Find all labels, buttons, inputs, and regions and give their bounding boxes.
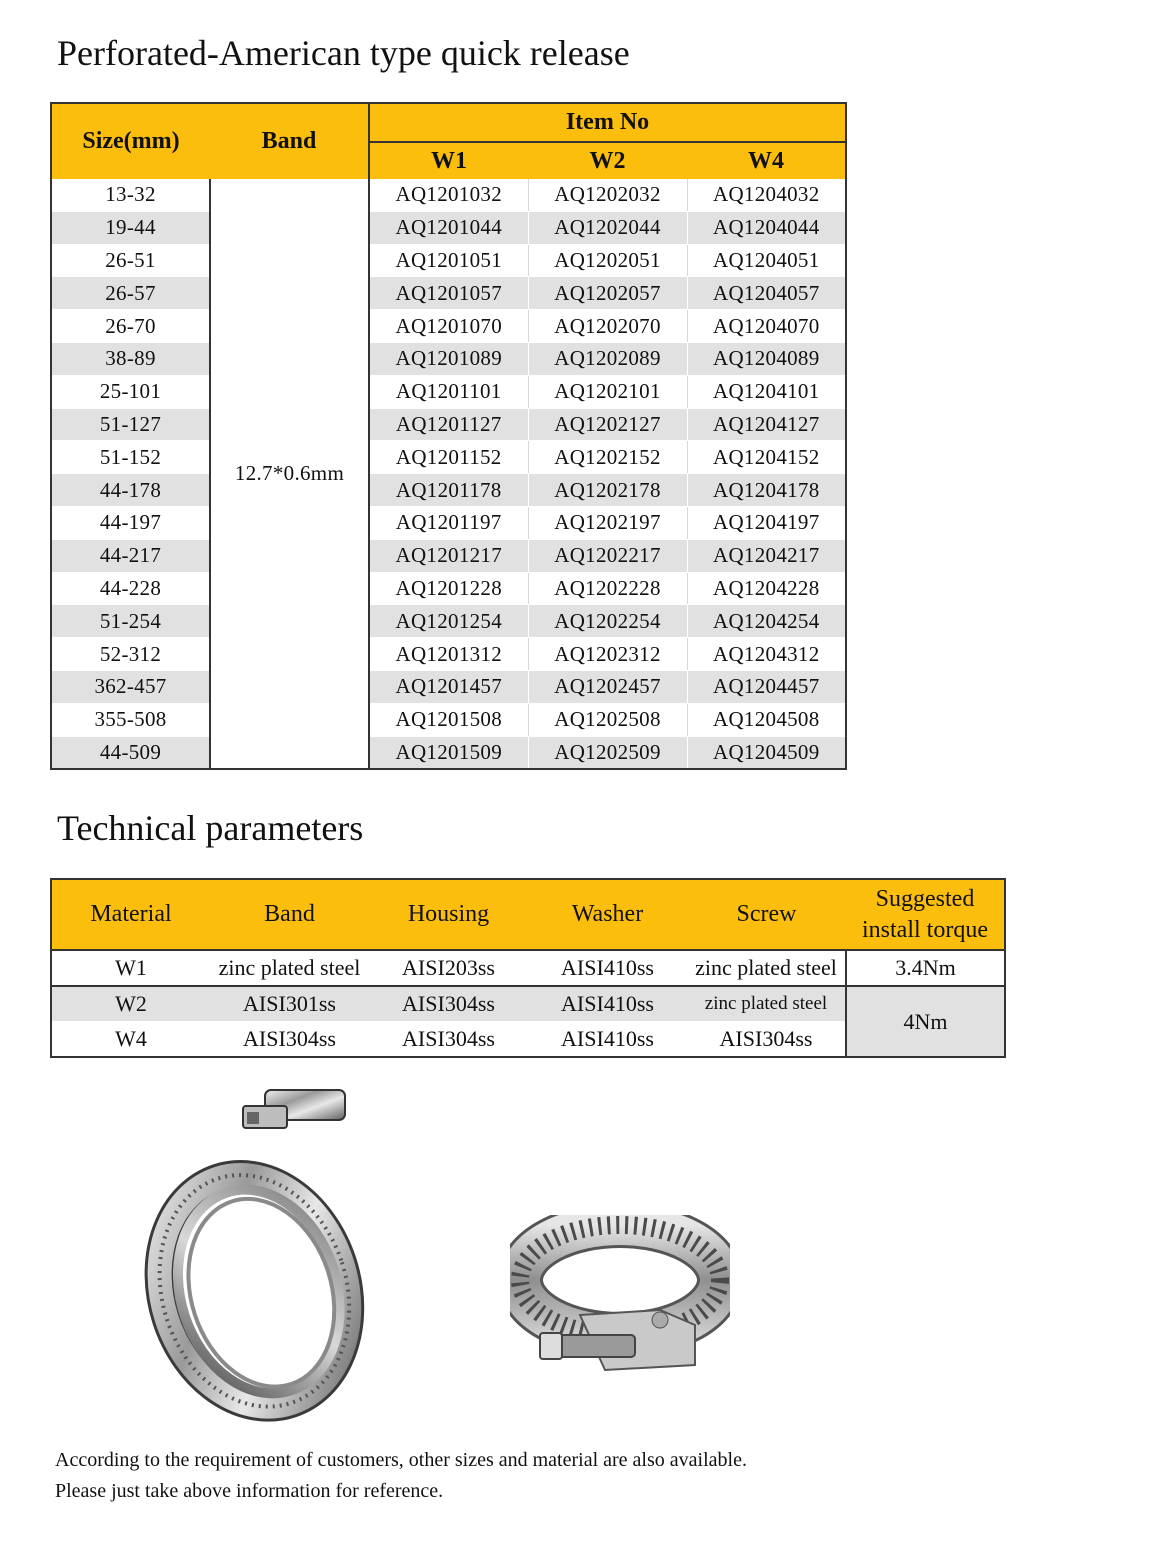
- cell-size: 25-101: [51, 375, 210, 408]
- cell-w2: AQ1202217: [528, 539, 687, 572]
- table-row: [51, 441, 846, 474]
- cell-size: 51-152: [51, 441, 210, 474]
- cell-w4: AQ1204178: [687, 474, 846, 507]
- cell-w1: AQ1201070: [369, 310, 528, 343]
- cell-size: 362-457: [51, 670, 210, 703]
- cell-w2: AQ1202070: [528, 310, 687, 343]
- cell-w4: AQ1204057: [687, 277, 846, 310]
- cell-housing: AISI304ss: [402, 1026, 495, 1051]
- cell-w4: AQ1204228: [687, 572, 846, 605]
- cell-washer: AISI410ss: [528, 950, 687, 986]
- header-torque-line1: Suggested: [875, 885, 975, 912]
- table-row: [51, 375, 846, 408]
- cell-material: W2: [51, 986, 210, 1022]
- header-housing: Housing: [369, 879, 528, 950]
- table-row: [51, 310, 846, 343]
- cell-w2: AQ1202178: [528, 474, 687, 507]
- cell-w2: AQ1202509: [528, 736, 687, 769]
- table-row: [51, 277, 846, 310]
- cell-w2: AQ1202127: [528, 408, 687, 441]
- cell-w4: AQ1204051: [687, 244, 846, 277]
- table-row: [51, 179, 846, 211]
- cell-w4: AQ1204044: [687, 211, 846, 244]
- cell-size: 44-228: [51, 572, 210, 605]
- cell-housing: AISI304ss: [369, 986, 528, 1022]
- cell-w2: AQ1202228: [528, 572, 687, 605]
- cell-w4: AQ1204152: [687, 441, 846, 474]
- cell-size: 26-51: [51, 244, 210, 277]
- cell-w1: AQ1201152: [369, 441, 528, 474]
- header-material: Material: [51, 879, 210, 950]
- header-size: Size(mm): [51, 103, 210, 179]
- cell-w4: AQ1204089: [687, 342, 846, 375]
- cell-w2: AQ1202254: [528, 605, 687, 638]
- cell-w1: AQ1201057: [369, 277, 528, 310]
- cell-size: 52-312: [51, 638, 210, 671]
- cell-w1: AQ1201089: [369, 342, 528, 375]
- cell-w4: AQ1204127: [687, 408, 846, 441]
- table-row: [51, 408, 846, 441]
- table-row: [51, 638, 846, 671]
- table-row: [51, 670, 846, 703]
- header-screw: Screw: [687, 879, 846, 950]
- cell-w2: AQ1202051: [528, 244, 687, 277]
- cell-size: 44-178: [51, 474, 210, 507]
- cell-screw: zinc plated steel: [687, 950, 846, 986]
- cell-w1: AQ1201312: [369, 638, 528, 671]
- cell-material: W1: [51, 950, 210, 986]
- cell-size: 26-57: [51, 277, 210, 310]
- table-row: [51, 244, 846, 277]
- header-w1: W1: [369, 142, 528, 179]
- table-row: [51, 506, 846, 539]
- cell-w4: AQ1204457: [687, 670, 846, 703]
- cell-band: 12.7*0.6mm: [210, 179, 369, 769]
- cell-screw: AISI304ss: [719, 1026, 813, 1051]
- header-w4: W4: [687, 142, 846, 179]
- table-row: [51, 539, 846, 572]
- table-row: [51, 474, 846, 507]
- table-row: [51, 703, 846, 736]
- cell-screw: zinc plated steel: [687, 986, 846, 1022]
- page-title: Perforated-American type quick release: [57, 33, 630, 73]
- cell-w1: AQ1201508: [369, 703, 528, 736]
- cell-size: 355-508: [51, 703, 210, 736]
- header-band: Band: [210, 879, 369, 950]
- cell-w2: AQ1202044: [528, 211, 687, 244]
- table-row: [51, 572, 846, 605]
- cell-band: AISI304ss: [243, 1026, 336, 1051]
- section-title-technical: Technical parameters: [57, 808, 364, 848]
- quick-release-clamp-image: [125, 1072, 375, 1427]
- cell-w4: AQ1204070: [687, 310, 846, 343]
- cell-w4: AQ1204217: [687, 539, 846, 572]
- cell-size: 38-89: [51, 342, 210, 375]
- cell-w2: AQ1202197: [528, 506, 687, 539]
- table-row: [51, 605, 846, 638]
- availability-note: According to the requirement of customers, other sizes and material are also available.: [55, 1449, 747, 1471]
- cell-housing: AISI203ss: [369, 950, 528, 986]
- size-table-body: [51, 179, 846, 769]
- cell-w1: AQ1201197: [369, 506, 528, 539]
- header-torque: [846, 879, 1005, 950]
- size-table: [50, 102, 847, 770]
- cell-w4: AQ1204032: [687, 179, 846, 211]
- technical-parameters-table: [50, 878, 1006, 1058]
- cell-w4: AQ1204254: [687, 605, 846, 638]
- cell-w1: AQ1201457: [369, 670, 528, 703]
- cell-w2: AQ1202089: [528, 342, 687, 375]
- header-item-no: Item No: [369, 103, 846, 142]
- cell-size: 44-197: [51, 506, 210, 539]
- cell-band: AISI301ss: [210, 986, 369, 1022]
- cell-w1: AQ1201032: [369, 179, 528, 211]
- cell-w2: AQ1202457: [528, 670, 687, 703]
- cell-size: 44-509: [51, 736, 210, 769]
- cell-size: 51-254: [51, 605, 210, 638]
- cell-size: 26-70: [51, 310, 210, 343]
- cell-torque: 3.4Nm: [846, 950, 1005, 986]
- table-row: [51, 986, 1005, 1022]
- cell-w1: AQ1201217: [369, 539, 528, 572]
- cell-w4: AQ1204508: [687, 703, 846, 736]
- worm-drive-clamp-image: [510, 1215, 730, 1390]
- cell-band: zinc plated steel: [210, 950, 369, 986]
- cell-w1: AQ1201178: [369, 474, 528, 507]
- cell-w1: AQ1201101: [369, 375, 528, 408]
- cell-size: 19-44: [51, 211, 210, 244]
- cell-w2: AQ1202508: [528, 703, 687, 736]
- header-washer: Washer: [528, 879, 687, 950]
- header-torque-line2: install torque: [862, 916, 988, 943]
- cell-w2: AQ1202152: [528, 441, 687, 474]
- table-row: [51, 950, 1005, 986]
- header-band: Band: [210, 103, 369, 179]
- cell-w2: AQ1202057: [528, 277, 687, 310]
- cell-w4: AQ1204312: [687, 638, 846, 671]
- cell-w4: AQ1204101: [687, 375, 846, 408]
- cell-w1: AQ1201228: [369, 572, 528, 605]
- cell-size: 13-32: [51, 179, 210, 211]
- table-row: [51, 736, 846, 769]
- header-w2: W2: [528, 142, 687, 179]
- cell-w4: AQ1204197: [687, 506, 846, 539]
- cell-w2: AQ1202032: [528, 179, 687, 211]
- cell-w2: AQ1202101: [528, 375, 687, 408]
- cell-washer: AISI410ss: [528, 986, 687, 1022]
- cell-washer: AISI410ss: [561, 1026, 654, 1051]
- cell-w1: AQ1201051: [369, 244, 528, 277]
- cell-w2: AQ1202312: [528, 638, 687, 671]
- cell-w4: AQ1204509: [687, 736, 846, 769]
- table-row: [51, 342, 846, 375]
- table-row: [51, 211, 846, 244]
- cell-w1: AQ1201044: [369, 211, 528, 244]
- cell-torque: 4Nm: [846, 986, 1005, 1057]
- cell-size: 51-127: [51, 408, 210, 441]
- cell-material: W4: [115, 1026, 147, 1051]
- cell-w1: AQ1201509: [369, 736, 528, 769]
- cell-size: 44-217: [51, 539, 210, 572]
- cell-w1: AQ1201254: [369, 605, 528, 638]
- reference-note: Please just take above information for reference.: [55, 1480, 444, 1502]
- cell-w1: AQ1201127: [369, 408, 528, 441]
